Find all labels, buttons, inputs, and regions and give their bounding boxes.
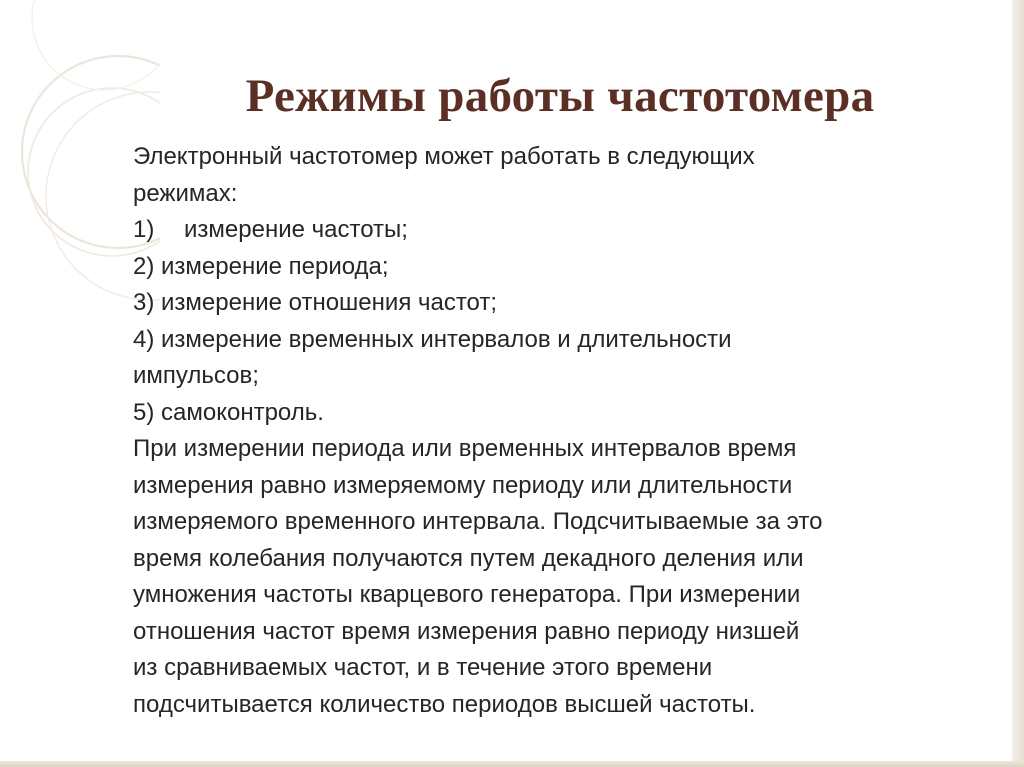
slide-frame-right — [1012, 0, 1024, 767]
list-item-1 — [133, 212, 1003, 249]
body-line: Электронный частотомер может работать в следующих — [133, 143, 755, 170]
slide-title: Режимы работы частотомера — [245, 70, 875, 122]
body-line: режимах: — [133, 179, 238, 207]
body-line: подсчитывается количество периодов высшей частоты. — [133, 690, 756, 718]
list-item-4-continued: импульсов; — [133, 362, 259, 389]
list-item-4: 4) измерение временных интервалов и длительности — [133, 325, 732, 353]
body-line: При измерении периода или временных интервалов время — [133, 435, 797, 462]
list-item-5: 5) самоконтроль. — [133, 398, 324, 426]
body-line: время колебания получаются путем декадного деления или — [133, 544, 804, 572]
list-item-1-number: 1) — [133, 216, 155, 243]
slide-frame-bottom — [0, 761, 1024, 767]
list-item-1-text: измерение частоты; — [184, 216, 408, 243]
list-item-2: 2) измерение периода; — [133, 252, 389, 280]
body-line: измерения равно измеряемому периоду или длительности — [133, 471, 793, 499]
body-line: умножения частоты кварцевого генератора. При измерении — [133, 581, 801, 608]
body-line: измеряемого временного интервала. Подсчитываемые за это — [133, 508, 823, 535]
slide-body — [133, 139, 1003, 723]
body-line: из сравниваемых частот, и в течение этого времени — [133, 654, 713, 681]
body-line: отношения частот время измерения равно периоду низшей — [133, 617, 800, 645]
list-item-3: 3) измерение отношения частот; — [133, 289, 498, 316]
